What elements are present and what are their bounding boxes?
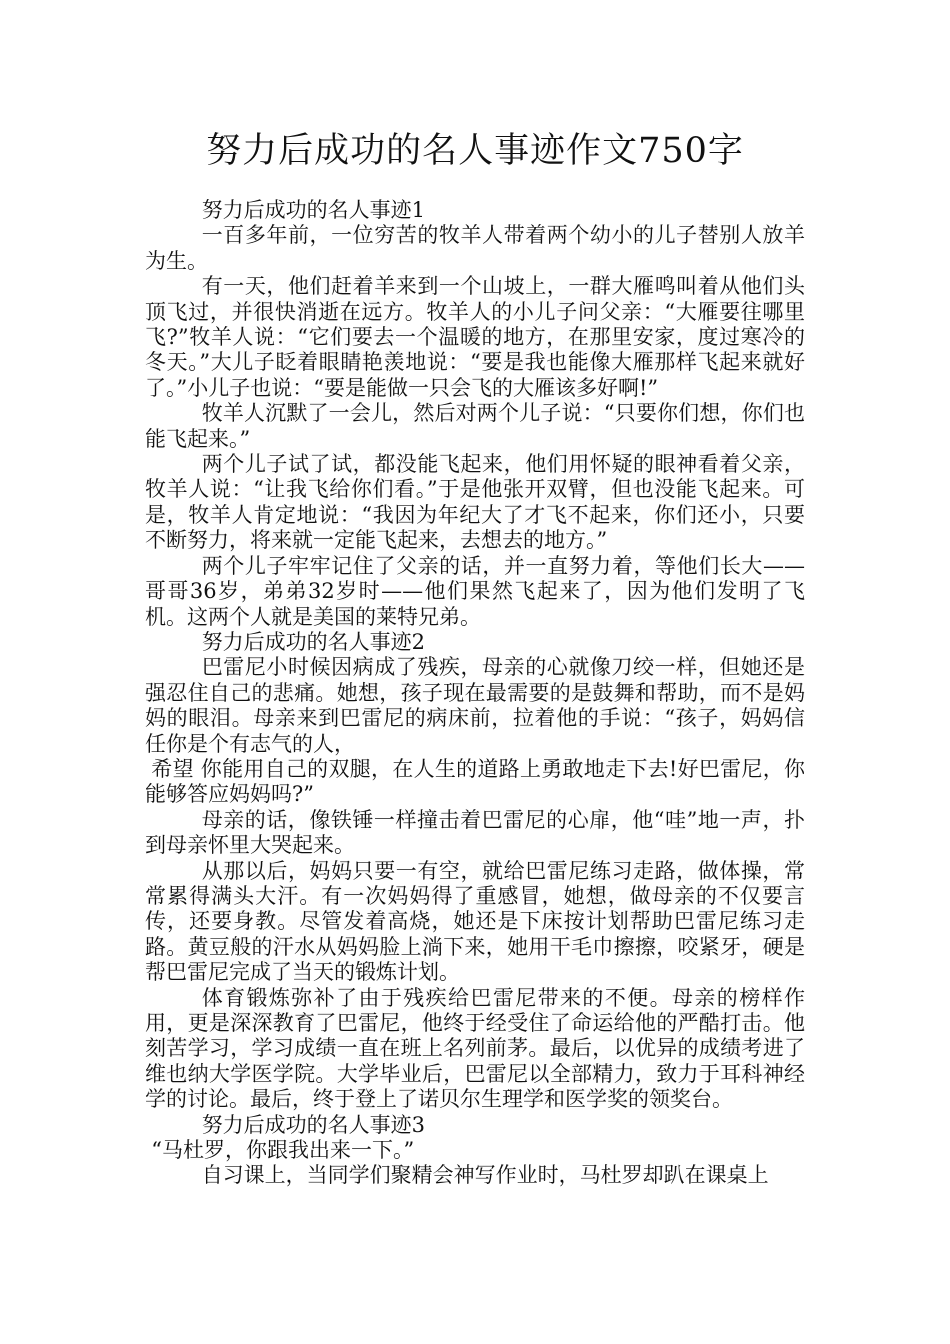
paragraph: 从那以后，妈妈只要一有空，就给巴雷尼练习走路，做体操，常常累得满头大汗。有一次妈妈得了重感冒，她想，做母亲的不仅要言传，还要身教。尽管发着高烧，她还是下床按计划帮助巴雷尼练习走路。黄豆般的汗水从妈妈脸上淌下来，她用干毛巾擦擦，咬紧牙，硬是帮巴雷尼完成了当天的锻炼计划。	[145, 858, 805, 985]
paragraph: 有一天，他们赶着羊来到一个山坡上，一群大雁鸣叫着从他们头顶飞过，并很快消逝在远方。牧羊人的小儿子问父亲：“大雁要往哪里飞?”牧羊人说：“它们要去一个温暖的地方，在那里安家，度过寒冷的冬天。”大儿子眨着眼睛艳羡地说：“要是我也能像大雁那样飞起来就好了。”小儿子也说：“要是能做一只会飞的大雁该多好啊!”	[145, 274, 805, 400]
paragraph-quote: “马杜罗，你跟我出来一下。”	[151, 1138, 415, 1163]
paragraph: 巴雷尼小时候因病成了残疾，母亲的心就像刀绞一样，但她还是强忍住自己的悲痛。她想，孩子现在最需要的是鼓舞和帮助，而不是妈妈的眼泪。母亲来到巴雷尼的病床前，拉着他的手说：“孩子，妈妈信任你是个有志气的人，	[145, 655, 805, 756]
paragraph: 自习课上，当同学们聚精会神写作业时，马杜罗却趴在课桌上	[201, 1163, 769, 1188]
document-body	[145, 198, 805, 1189]
section-heading-1: 努力后成功的名人事迹1	[201, 198, 426, 222]
paragraph-continuation: 希望 你能用自己的双腿，在人生的道路上勇敢地走下去!好巴雷尼，你能够答应妈妈吗?”	[145, 756, 805, 807]
section-heading-2: 努力后成功的名人事迹2	[201, 629, 426, 654]
paragraph: 两个儿子牢牢记住了父亲的话，并一直努力着，等他们长大——哥哥36岁，弟弟32岁时——他们果然飞起来了，因为他们发明了飞机。这两个人就是美国的莱特兄弟。	[145, 553, 805, 629]
paragraph: 体育锻炼弥补了由于残疾给巴雷尼带来的不便。母亲的榜样作用，更是深深教育了巴雷尼，他终于经受住了命运给他的严酷打击。他刻苦学习，学习成绩一直在班上名列前茅。最后，以优异的成绩考进了维也纳大学医学院。大学毕业后，巴雷尼以全部精力，致力于耳科神经学的讨论。最后，终于登上了诺贝尔生理学和医学奖的领奖台。	[145, 985, 805, 1112]
section-heading-3: 努力后成功的名人事迹3	[201, 1112, 426, 1137]
document-title: 努力后成功的名人事迹作文750字	[206, 131, 744, 171]
paragraph: 两个儿子试了试，都没能飞起来，他们用怀疑的眼神看着父亲，牧羊人说：“让我飞给你们看。”于是他张开双臂，但也没能飞起来。可是，牧羊人肯定地说：“我因为年纪大了才飞不起来，你们还小，只要不断努力，将来就一定能飞起来，去想去的地方。”	[145, 452, 805, 553]
paragraph: 一百多年前，一位穷苦的牧羊人带着两个幼小的儿子替别人放羊为生。	[145, 223, 805, 273]
paragraph: 母亲的话，像铁锤一样撞击着巴雷尼的心扉，他“哇”地一声，扑到母亲怀里大哭起来。	[145, 807, 805, 858]
paragraph: 牧羊人沉默了一会儿，然后对两个儿子说：“只要你们想，你们也能飞起来。”	[145, 401, 805, 451]
